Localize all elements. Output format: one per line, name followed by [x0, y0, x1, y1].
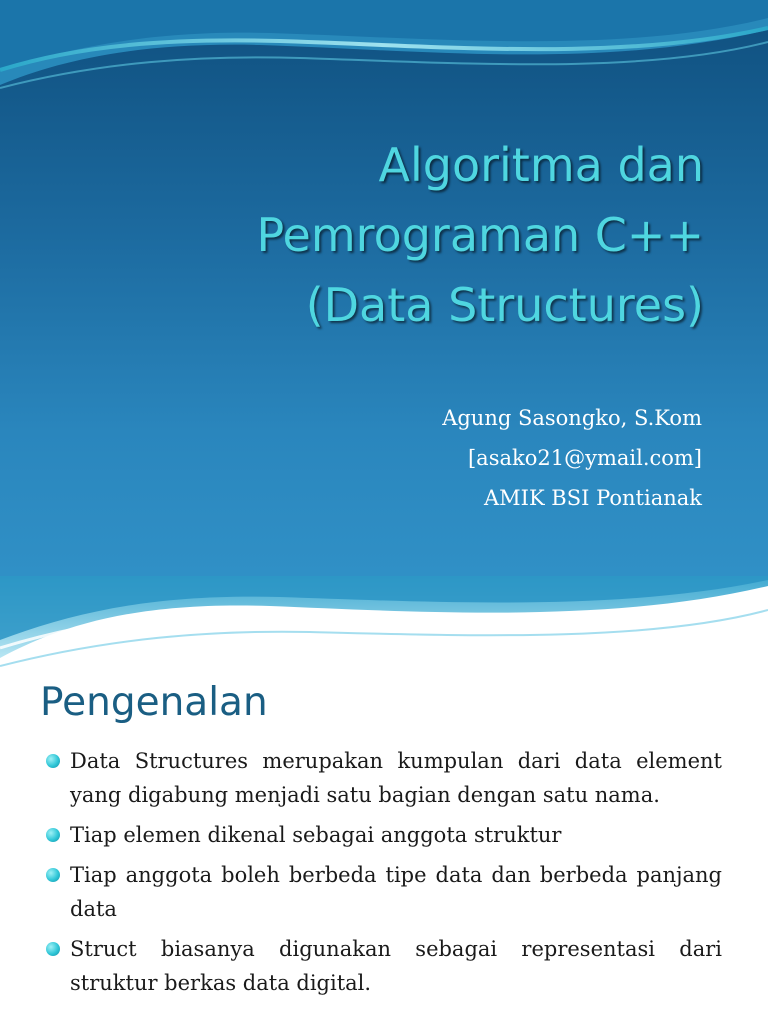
header-wave-decoration: [0, 0, 768, 120]
list-item: [46, 932, 722, 1000]
bullet-text: Tiap elemen dikenal sebagai anggota struktur: [70, 823, 562, 847]
title-line: (Data Structures): [305, 278, 704, 332]
list-item: [46, 818, 722, 852]
author-name: Agung Sasongko, S.Kom: [442, 406, 702, 430]
bullet-text: Tiap anggota boleh berbeda tipe data dan berbeda panjang data: [70, 863, 722, 921]
bullet-text: Struct biasanya digunakan sebagai representasi dari struktur berkas data digital.: [70, 937, 722, 995]
content-slide: [0, 576, 768, 1024]
list-item: [46, 858, 722, 926]
bullet-text: Data Structures merupakan kumpulan dari data element yang digabung menjadi satu bagian dengan satu nama.: [70, 749, 722, 807]
bullet-dot-icon: [46, 868, 60, 882]
bullet-dot-icon: [46, 828, 60, 842]
slide-heading: Pengenalan: [40, 680, 268, 725]
author-email: [asako21@ymail.com]: [467, 446, 702, 470]
header-wave-decoration: [0, 576, 768, 668]
author-institution: AMIK BSI Pontianak: [483, 486, 702, 510]
list-item: [46, 744, 722, 812]
bullet-dot-icon: [46, 942, 60, 956]
bullet-list: [46, 744, 722, 1006]
slide-title: [104, 130, 704, 340]
title-line: Pemrograman C++: [256, 208, 704, 262]
title-line: Algoritma dan: [378, 138, 704, 192]
author-block: [222, 398, 702, 518]
bullet-dot-icon: [46, 754, 60, 768]
